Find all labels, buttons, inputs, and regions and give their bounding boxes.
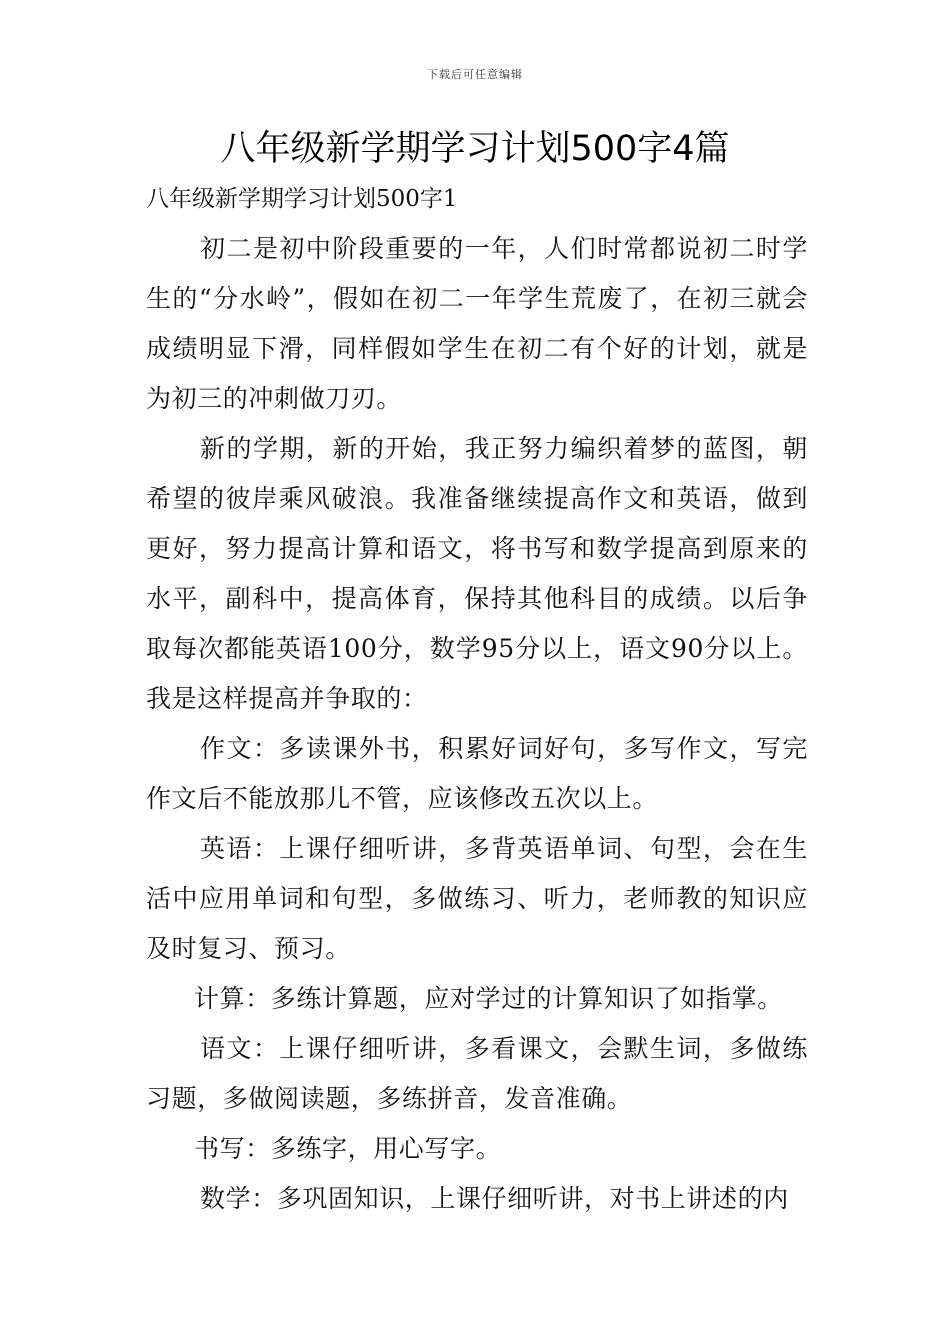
paragraph: 数学：多巩固知识，上课仔细听讲，对书上讲述的内 <box>200 1184 789 1213</box>
paragraph: 新的学期，新的开始，我正努力编织着梦的蓝图，朝希望的彼岸乘风破浪。我准备继续提高作文和英语，做到更好，努力提高计算和语文，将书写和数学提高到原来的水平，副科中，提高体育，保持其他科目的成绩。以后争取每次都能英语100分，数学95分以上，语文90分以上。我是这样提高并争取的： <box>146 434 808 713</box>
paragraph: 书写：多练字，用心写字。 <box>194 1134 502 1163</box>
header-note: 下载后可任意编辑 <box>427 68 523 81</box>
paragraph: 计算：多练计算题，应对学过的计算知识了如指掌。 <box>194 984 783 1013</box>
document-body <box>146 224 808 1224</box>
document-title: 八年级新学期学习计划500字4篇 <box>220 129 730 169</box>
section-title: 八年级新学期学习计划500字1 <box>146 186 458 212</box>
paragraph: 初二是初中阶段重要的一年，人们时常都说初二时学生的“分水岭”，假如在初二一年学生荒废了，在初三就会成绩明显下滑，同样假如学生在初二有个好的计划，就是为初三的冲刺做刀刃。 <box>146 234 808 413</box>
paragraph: 作文：多读课外书，积累好词好句，多写作文，写完作文后不能放那儿不管，应该修改五次以上。 <box>146 734 808 813</box>
paragraph: 语文：上课仔细听讲，多看课文，会默生词，多做练习题，多做阅读题，多练拼音，发音准确。 <box>146 1034 808 1113</box>
paragraph: 英语：上课仔细听讲，多背英语单词、句型，会在生活中应用单词和句型，多做练习、听力，老师教的知识应及时复习、预习。 <box>146 834 808 963</box>
